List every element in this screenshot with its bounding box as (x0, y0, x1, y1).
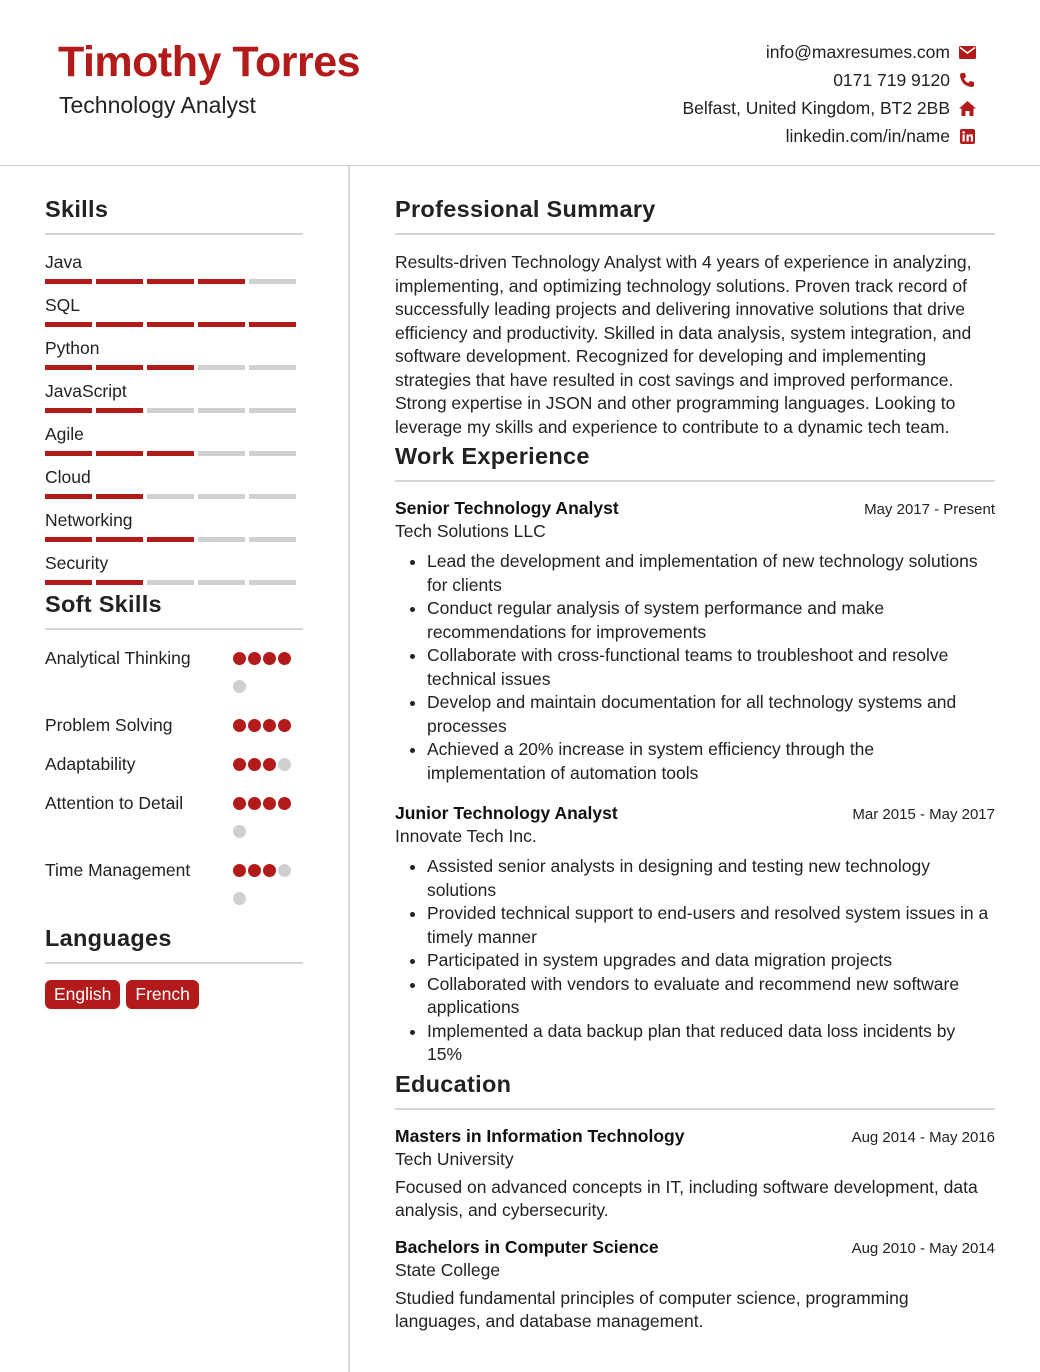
soft-skill-item (45, 713, 303, 747)
skill-level-segment (96, 537, 143, 542)
rating-dot (263, 758, 276, 771)
languages-heading: Languages (45, 925, 303, 964)
skill-item (45, 466, 303, 509)
home-icon (958, 99, 976, 117)
rating-dot (233, 864, 246, 877)
job-entry (395, 803, 995, 1067)
skill-level-segment (198, 580, 245, 585)
contact-address (556, 94, 976, 122)
soft-skill-rating (233, 752, 303, 786)
skill-level-segment (45, 365, 92, 370)
job-bullet: • Implemented a data backup plan that reduced data loss incidents by 15% (427, 1020, 995, 1067)
education-school: State College (395, 1259, 501, 1280)
rating-dot (278, 758, 291, 771)
soft-skill-item (45, 791, 303, 853)
skill-label: Python (45, 338, 100, 358)
skill-level-segment (249, 279, 296, 284)
soft-skill-label: Adaptability (45, 754, 136, 774)
skill-level-segment (249, 451, 296, 456)
job-bullet: • Assisted senior analysts in designing and testing new technology solutions (427, 855, 995, 902)
job-bullets (395, 855, 995, 1067)
education-date: Aug 2010 - May 2014 (851, 1239, 995, 1257)
experience-heading: Work Experience (395, 443, 995, 482)
education-heading: Education (395, 1071, 995, 1110)
education-header (395, 1237, 995, 1258)
job-title: Junior Technology Analyst (395, 803, 618, 823)
phone-icon (958, 71, 976, 89)
skill-level-segment (198, 322, 245, 327)
summary-heading: Professional Summary (395, 196, 995, 235)
skill-level-bar (45, 494, 303, 499)
job-date: May 2017 - Present (864, 501, 995, 518)
skill-level-segment (96, 451, 143, 456)
skill-level-segment (249, 537, 296, 542)
contact-linkedin[interactable] (556, 122, 976, 150)
rating-dot (233, 680, 246, 693)
education-entry (395, 1126, 995, 1223)
job-bullet: • Participated in system upgrades and data migration projects (427, 949, 995, 973)
skill-level-segment (198, 408, 245, 413)
job-bullet: • Achieved a 20% increase in system efficiency through the implementation of automation tools (427, 738, 995, 785)
skill-item (45, 552, 303, 595)
rating-dot (263, 864, 276, 877)
column-divider (348, 166, 350, 1372)
skill-level-segment (147, 537, 194, 542)
rating-dot (263, 797, 276, 810)
summary-text: Results-driven Technology Analyst with 4 years of experience in analyzing, implementing, and optimizing technology solutions. Proven track record of successfully leading projects and delivering innovative solutions that drive efficiency and productivity. Skilled in data analysis, system integration, and software development. Recognized for developing and implementing strategies that have resulted in cost savings and improved performance. Strong expertise in JSON and other programming languages. Looking to leverage my skills and experience to contribute to a dynamic tech team. (395, 252, 972, 437)
rating-dot (278, 719, 291, 732)
skill-level-segment (249, 580, 296, 585)
skill-level-segment (96, 408, 143, 413)
skill-label: SQL (45, 295, 81, 315)
skill-level-segment (96, 279, 143, 284)
education-header (395, 1126, 995, 1147)
soft-skill-item (45, 646, 303, 708)
skill-level-segment (198, 451, 245, 456)
experience-list (395, 498, 995, 1067)
education-entry (395, 1237, 995, 1334)
languages-list (45, 980, 303, 1009)
job-bullet: • Conduct regular analysis of system performance and make recommendations for improvements (427, 597, 995, 644)
contact-linkedin-text[interactable]: linkedin.com/in/name (785, 125, 950, 146)
skill-level-segment (45, 279, 92, 284)
soft-skill-label: Attention to Detail (45, 793, 184, 813)
rating-dot (233, 797, 246, 810)
skill-level-segment (45, 451, 92, 456)
linkedin-icon (958, 127, 976, 145)
skill-label: Agile (45, 424, 84, 444)
rating-dot (233, 652, 246, 665)
skill-level-bar (45, 322, 303, 327)
skill-level-segment (96, 365, 143, 370)
skills-heading: Skills (45, 196, 303, 235)
right-column (395, 196, 995, 1334)
skill-level-segment (147, 408, 194, 413)
job-bullets (395, 550, 995, 785)
skill-label: Networking (45, 510, 133, 530)
rating-dot (233, 892, 246, 905)
skill-level-segment (45, 537, 92, 542)
skill-item (45, 294, 303, 337)
contact-phone-text[interactable]: 0171 719 9120 (833, 69, 950, 90)
job-header (395, 498, 995, 519)
skill-level-segment (45, 580, 92, 585)
soft-skill-label: Time Management (45, 860, 191, 880)
contact-email[interactable] (556, 38, 976, 66)
skill-level-segment (198, 279, 245, 284)
skill-level-segment (147, 451, 194, 456)
rating-dot (278, 864, 291, 877)
soft-skill-rating (233, 858, 303, 920)
rating-dot (248, 797, 261, 810)
education-degree: Masters in Information Technology (395, 1125, 685, 1146)
soft-skills-heading: Soft Skills (45, 591, 303, 630)
skill-level-segment (147, 494, 194, 499)
skill-level-segment (198, 494, 245, 499)
job-entry (395, 498, 995, 785)
skill-level-segment (45, 494, 92, 499)
rating-dot (278, 652, 291, 665)
skill-level-bar (45, 279, 303, 284)
job-header (395, 803, 995, 824)
candidate-name: Timothy Torres (58, 38, 361, 86)
soft-skill-rating (233, 791, 303, 853)
rating-dot (263, 719, 276, 732)
skill-level-segment (249, 322, 296, 327)
education-date: Aug 2014 - May 2016 (851, 1128, 995, 1146)
candidate-title: Technology Analyst (59, 92, 256, 118)
skill-level-segment (249, 365, 296, 370)
rating-dot (248, 758, 261, 771)
envelope-icon (958, 43, 976, 61)
skill-item (45, 380, 303, 423)
skills-list (45, 251, 303, 595)
skill-item (45, 251, 303, 294)
education-school: Tech University (395, 1148, 514, 1169)
skill-item (45, 337, 303, 380)
skill-level-segment (45, 322, 92, 327)
skill-level-bar (45, 537, 303, 542)
skill-item (45, 423, 303, 466)
skill-label: Java (45, 252, 82, 272)
skill-level-bar (45, 365, 303, 370)
skill-level-bar (45, 408, 303, 413)
rating-dot (233, 825, 246, 838)
rating-dot (248, 652, 261, 665)
skill-level-segment (96, 494, 143, 499)
skill-item (45, 509, 303, 552)
skill-level-segment (249, 408, 296, 413)
job-bullet: • Develop and maintain documentation for all technology systems and processes (427, 691, 995, 738)
soft-skills-list (45, 646, 303, 920)
soft-skill-rating (233, 713, 303, 747)
contact-email-text[interactable]: info@maxresumes.com (765, 41, 950, 62)
skill-level-segment (45, 408, 92, 413)
rating-dot (263, 652, 276, 665)
skill-level-segment (147, 365, 194, 370)
education-list (395, 1126, 995, 1334)
language-badge: English (45, 980, 120, 1009)
rating-dot (278, 797, 291, 810)
education-degree: Bachelors in Computer Science (395, 1236, 659, 1257)
skill-level-segment (198, 365, 245, 370)
skill-level-bar (45, 580, 303, 585)
contact-address-text: Belfast, United Kingdom, BT2 2BB (682, 97, 950, 118)
job-date: Mar 2015 - May 2017 (852, 806, 995, 823)
language-badge: French (126, 980, 198, 1009)
resume-header (0, 0, 1040, 166)
skill-label: Cloud (45, 467, 91, 487)
skill-level-segment (96, 322, 143, 327)
education-description: Studied fundamental principles of computer science, programming languages, and database management. (395, 1287, 909, 1331)
job-company: Tech Solutions LLC (395, 521, 546, 541)
soft-skill-item (45, 858, 303, 920)
job-bullet: • Collaborated with vendors to evaluate and recommend new software applications (427, 973, 995, 1020)
skill-level-segment (96, 580, 143, 585)
education-description: Focused on advanced concepts in IT, including software development, data analysis, and cybersecurity. (395, 1176, 978, 1220)
rating-dot (233, 758, 246, 771)
soft-skill-rating (233, 646, 303, 708)
rating-dot (248, 864, 261, 877)
skill-level-segment (147, 580, 194, 585)
skill-label: JavaScript (45, 381, 127, 401)
skill-level-segment (147, 322, 194, 327)
rating-dot (233, 719, 246, 732)
job-bullet: • Lead the development and implementation of new technology solutions for clients (427, 550, 995, 597)
rating-dot (248, 719, 261, 732)
soft-skill-label: Problem Solving (45, 715, 173, 735)
skill-label: Security (45, 553, 109, 573)
job-bullet: • Provided technical support to end-users and resolved system issues in a timely manner (427, 902, 995, 949)
soft-skill-item (45, 752, 303, 786)
job-bullet: • Collaborate with cross-functional teams to troubleshoot and resolve technical issues (427, 644, 995, 691)
job-company: Innovate Tech Inc. (395, 826, 537, 846)
skill-level-segment (249, 494, 296, 499)
soft-skill-label: Analytical Thinking (45, 648, 191, 668)
job-title: Senior Technology Analyst (395, 498, 619, 518)
contact-block (556, 38, 976, 150)
skill-level-segment (198, 537, 245, 542)
contact-phone[interactable] (556, 66, 976, 94)
skill-level-bar (45, 451, 303, 456)
skill-level-segment (147, 279, 194, 284)
left-column (45, 196, 303, 1009)
